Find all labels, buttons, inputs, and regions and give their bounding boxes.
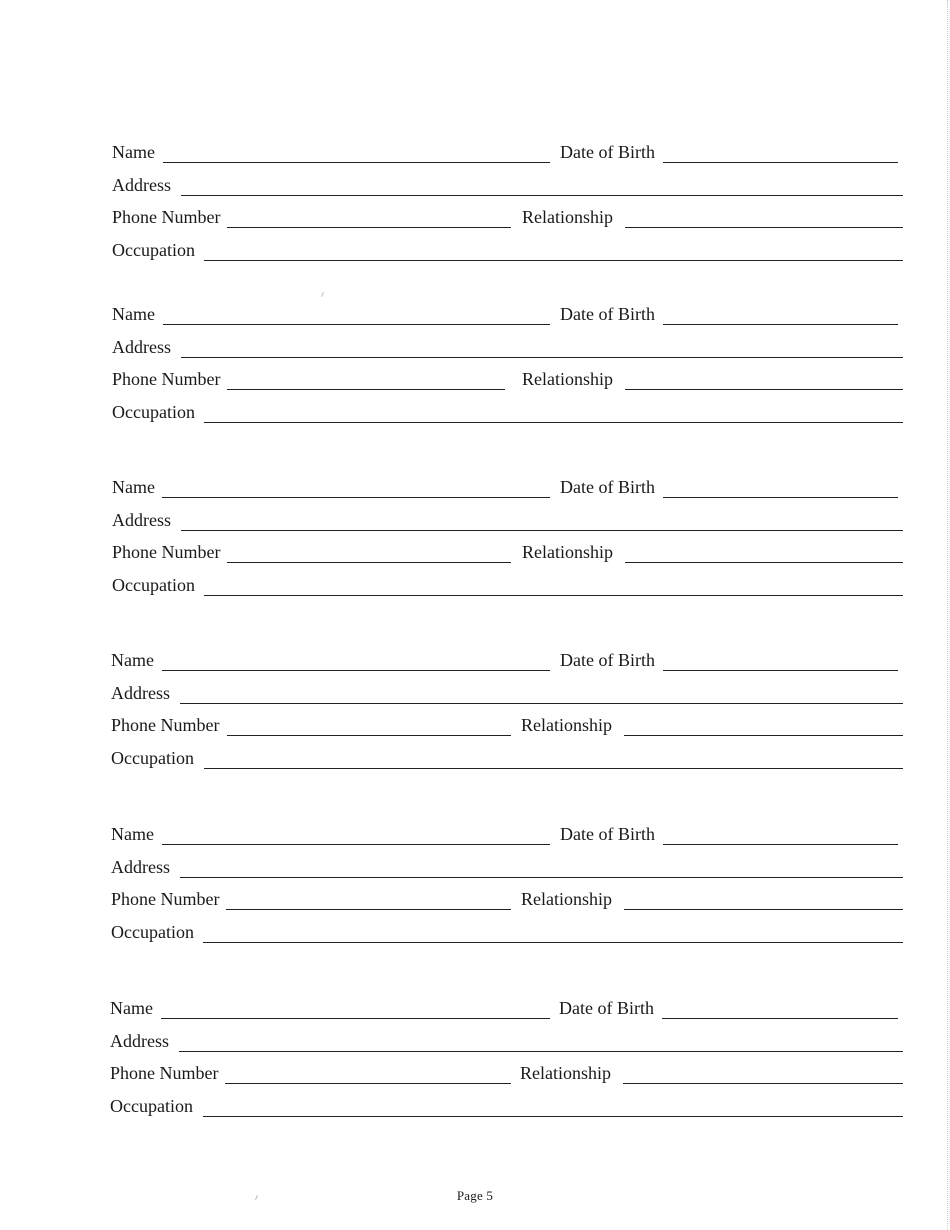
- scan-speck: [321, 292, 324, 297]
- relationship-label: Relationship: [522, 369, 613, 389]
- contact-block-6: [0, 998, 950, 1128]
- name-field[interactable]: [163, 324, 550, 325]
- occupation-label: Occupation: [111, 748, 194, 768]
- relationship-label: Relationship: [520, 1063, 611, 1083]
- relationship-label: Relationship: [522, 207, 613, 227]
- address-label: Address: [110, 1031, 169, 1051]
- occupation-field[interactable]: [203, 1116, 903, 1117]
- address-label: Address: [112, 510, 171, 530]
- dob-label: Date of Birth: [560, 650, 655, 670]
- relationship-field[interactable]: [624, 909, 903, 910]
- phone-label: Phone Number: [111, 715, 220, 735]
- dob-field[interactable]: [662, 1018, 898, 1019]
- address-label: Address: [112, 337, 171, 357]
- occupation-field[interactable]: [204, 260, 903, 261]
- relationship-label: Relationship: [522, 542, 613, 562]
- phone-field[interactable]: [227, 562, 511, 563]
- name-field[interactable]: [161, 1018, 550, 1019]
- dob-field[interactable]: [663, 162, 898, 163]
- address-label: Address: [112, 175, 171, 195]
- occupation-label: Occupation: [112, 240, 195, 260]
- dob-field[interactable]: [663, 844, 898, 845]
- dob-field[interactable]: [663, 670, 898, 671]
- contact-block-1: [0, 142, 950, 272]
- contact-block-5: [0, 824, 950, 954]
- dob-field[interactable]: [663, 497, 898, 498]
- dob-field[interactable]: [663, 324, 898, 325]
- address-label: Address: [111, 857, 170, 877]
- address-field[interactable]: [180, 703, 903, 704]
- contact-block-4: [0, 650, 950, 780]
- dob-label: Date of Birth: [560, 477, 655, 497]
- name-label: Name: [111, 650, 154, 670]
- address-field[interactable]: [181, 530, 903, 531]
- name-field[interactable]: [162, 497, 550, 498]
- contact-block-3: [0, 477, 950, 607]
- phone-field[interactable]: [227, 389, 505, 390]
- occupation-label: Occupation: [110, 1096, 193, 1116]
- dob-label: Date of Birth: [560, 304, 655, 324]
- dob-label: Date of Birth: [559, 998, 654, 1018]
- contact-block-2: [0, 304, 950, 434]
- occupation-label: Occupation: [112, 402, 195, 422]
- relationship-field[interactable]: [625, 562, 903, 563]
- phone-label: Phone Number: [112, 207, 221, 227]
- phone-field[interactable]: [226, 909, 511, 910]
- name-label: Name: [111, 824, 154, 844]
- name-label: Name: [112, 477, 155, 497]
- relationship-field[interactable]: [624, 735, 903, 736]
- occupation-label: Occupation: [112, 575, 195, 595]
- address-label: Address: [111, 683, 170, 703]
- occupation-field[interactable]: [204, 595, 903, 596]
- dob-label: Date of Birth: [560, 824, 655, 844]
- name-label: Name: [112, 142, 155, 162]
- address-field[interactable]: [179, 1051, 903, 1052]
- relationship-field[interactable]: [623, 1083, 903, 1084]
- relationship-label: Relationship: [521, 889, 612, 909]
- name-field[interactable]: [162, 844, 550, 845]
- occupation-field[interactable]: [204, 422, 903, 423]
- address-field[interactable]: [181, 357, 903, 358]
- occupation-label: Occupation: [111, 922, 194, 942]
- relationship-field[interactable]: [625, 227, 903, 228]
- phone-field[interactable]: [225, 1083, 511, 1084]
- occupation-field[interactable]: [203, 942, 903, 943]
- address-field[interactable]: [180, 877, 903, 878]
- name-field[interactable]: [163, 162, 550, 163]
- address-field[interactable]: [181, 195, 903, 196]
- phone-label: Phone Number: [110, 1063, 219, 1083]
- phone-label: Phone Number: [111, 889, 220, 909]
- phone-label: Phone Number: [112, 369, 221, 389]
- page-number: Page 5: [456, 1188, 494, 1203]
- phone-field[interactable]: [227, 227, 511, 228]
- relationship-field[interactable]: [625, 389, 903, 390]
- name-label: Name: [112, 304, 155, 324]
- relationship-label: Relationship: [521, 715, 612, 735]
- phone-label: Phone Number: [112, 542, 221, 562]
- occupation-field[interactable]: [204, 768, 903, 769]
- name-label: Name: [110, 998, 153, 1018]
- name-field[interactable]: [162, 670, 550, 671]
- dob-label: Date of Birth: [560, 142, 655, 162]
- phone-field[interactable]: [227, 735, 511, 736]
